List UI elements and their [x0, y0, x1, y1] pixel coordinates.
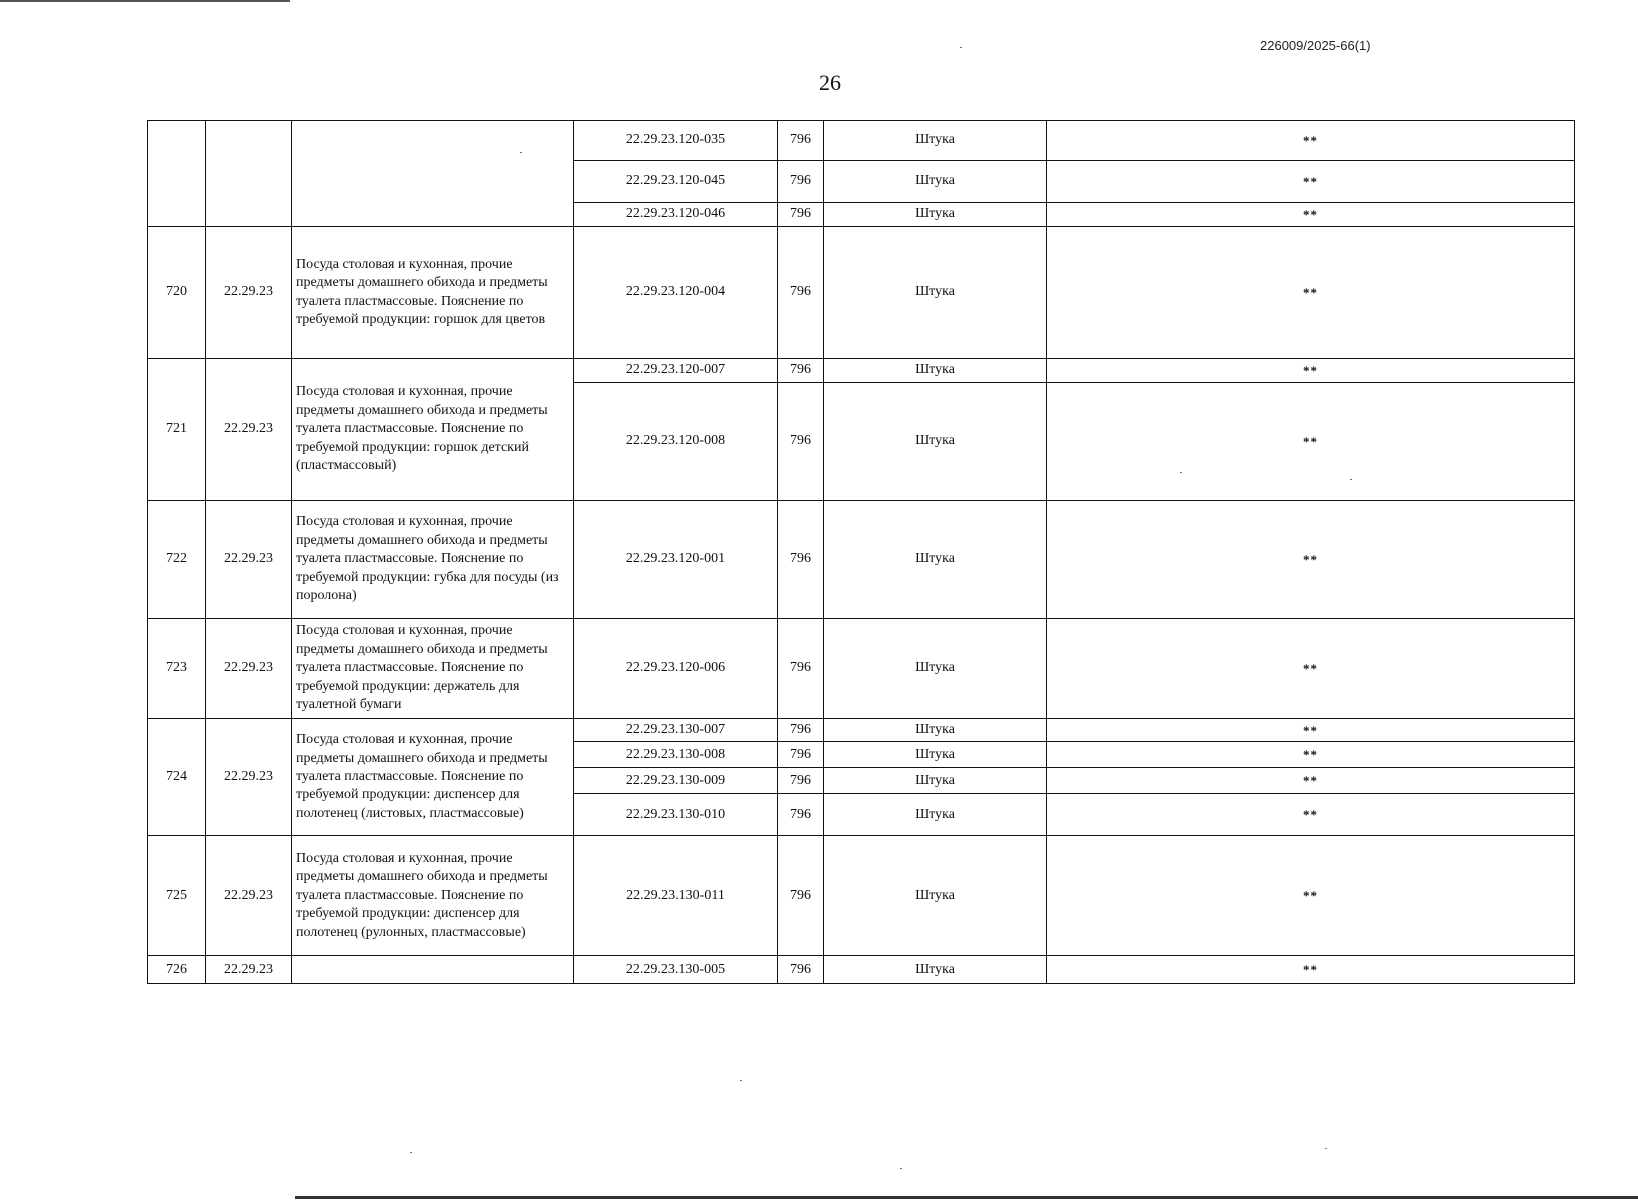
okpd-code: 22.29.23: [206, 501, 292, 619]
requirement-note: **: [1047, 227, 1575, 359]
okei-code: 796: [778, 383, 824, 501]
table-row: [148, 121, 1575, 161]
product-description: Посуда столовая и кухонная, прочие предметы домашнего обихода и предметы туалета пластмассовые. Пояснение по требуемой продукции: губка для посуды (из поролона): [292, 501, 574, 619]
okpd-code: 22.29.23: [206, 227, 292, 359]
ktru-code: 22.29.23.120-008: [574, 383, 778, 501]
unit-name: Штука: [824, 768, 1047, 794]
ktru-code: 22.29.23.120-035: [574, 121, 778, 161]
row-number: 723: [148, 619, 206, 719]
okei-code: 796: [778, 836, 824, 956]
unit-name: Штука: [824, 203, 1047, 227]
scan-speck: [520, 152, 522, 153]
product-description: Посуда столовая и кухонная, прочие предметы домашнего обихода и предметы туалета пластмассовые. Пояснение по требуемой продукции: диспенсер для полотенец (листовых, пластмассовые): [292, 719, 574, 836]
okei-code: 796: [778, 121, 824, 161]
ktru-code: 22.29.23.120-046: [574, 203, 778, 227]
okei-code: 796: [778, 719, 824, 742]
unit-name: Штука: [824, 121, 1047, 161]
requirement-note: **: [1047, 836, 1575, 956]
scan-speck: [1325, 1148, 1327, 1149]
ktru-code: 22.29.23.130-011: [574, 836, 778, 956]
okpd-code: 22.29.23: [206, 836, 292, 956]
okpd-code: 22.29.23: [206, 619, 292, 719]
requirement-note: **: [1047, 383, 1575, 501]
okpd-code: [206, 121, 292, 227]
products-table: [147, 120, 1575, 984]
unit-name: Штука: [824, 161, 1047, 203]
requirement-note: **: [1047, 121, 1575, 161]
okpd-code: 22.29.23: [206, 719, 292, 836]
ktru-code: 22.29.23.130-010: [574, 794, 778, 836]
okei-code: 796: [778, 794, 824, 836]
ktru-code: 22.29.23.130-007: [574, 719, 778, 742]
unit-name: Штука: [824, 719, 1047, 742]
ktru-code: 22.29.23.120-045: [574, 161, 778, 203]
requirement-note: **: [1047, 742, 1575, 768]
row-number: [148, 121, 206, 227]
ktru-code: 22.29.23.120-001: [574, 501, 778, 619]
unit-name: Штука: [824, 742, 1047, 768]
table-row: [148, 359, 1575, 383]
okei-code: 796: [778, 203, 824, 227]
okei-code: 796: [778, 956, 824, 984]
okpd-code: 22.29.23: [206, 956, 292, 984]
unit-name: Штука: [824, 383, 1047, 501]
scan-speck: [740, 1080, 742, 1081]
scan-speck: [960, 47, 962, 48]
table-row: [148, 227, 1575, 359]
product-description: [292, 121, 574, 227]
product-description: Посуда столовая и кухонная, прочие предметы домашнего обихода и предметы туалета пластмассовые. Пояснение по требуемой продукции: диспенсер для полотенец (рулонных, пластмассовые): [292, 836, 574, 956]
product-description: Посуда столовая и кухонная, прочие предметы домашнего обихода и предметы туалета пластмассовые. Пояснение по требуемой продукции: держатель для туалетной бумаги: [292, 619, 574, 719]
unit-name: Штука: [824, 836, 1047, 956]
row-number: 721: [148, 359, 206, 501]
unit-name: Штука: [824, 619, 1047, 719]
requirement-note: **: [1047, 359, 1575, 383]
ktru-code: 22.29.23.120-007: [574, 359, 778, 383]
okpd-code: 22.29.23: [206, 359, 292, 501]
unit-name: Штука: [824, 956, 1047, 984]
product-description: [292, 956, 574, 984]
table-row: [148, 501, 1575, 619]
ktru-code: 22.29.23.120-004: [574, 227, 778, 359]
requirement-note: **: [1047, 719, 1575, 742]
okei-code: 796: [778, 227, 824, 359]
scan-speck: [1350, 479, 1352, 480]
scan-bottom-edge: [295, 1196, 1638, 1199]
ktru-code: 22.29.23.130-005: [574, 956, 778, 984]
scan-speck: [410, 1152, 412, 1153]
requirement-note: **: [1047, 203, 1575, 227]
document-number: 226009/2025-66(1): [1260, 38, 1371, 53]
okei-code: 796: [778, 359, 824, 383]
row-number: 725: [148, 836, 206, 956]
unit-name: Штука: [824, 227, 1047, 359]
table-row: [148, 956, 1575, 984]
requirement-note: **: [1047, 619, 1575, 719]
requirement-note: **: [1047, 161, 1575, 203]
requirement-note: **: [1047, 956, 1575, 984]
row-number: 722: [148, 501, 206, 619]
row-number: 720: [148, 227, 206, 359]
row-number: 724: [148, 719, 206, 836]
unit-name: Штука: [824, 794, 1047, 836]
scan-speck: [1180, 472, 1182, 473]
okei-code: 796: [778, 501, 824, 619]
table-row: [148, 719, 1575, 742]
ktru-code: 22.29.23.120-006: [574, 619, 778, 719]
scan-edge-line: [0, 0, 290, 2]
ktru-code: 22.29.23.130-009: [574, 768, 778, 794]
okei-code: 796: [778, 768, 824, 794]
table-row: [148, 619, 1575, 719]
okei-code: 796: [778, 161, 824, 203]
unit-name: Штука: [824, 359, 1047, 383]
table-row: [148, 836, 1575, 956]
unit-name: Штука: [824, 501, 1047, 619]
requirement-note: **: [1047, 501, 1575, 619]
okei-code: 796: [778, 742, 824, 768]
product-description: Посуда столовая и кухонная, прочие предметы домашнего обихода и предметы туалета пластмассовые. Пояснение по требуемой продукции: горшок для цветов: [292, 227, 574, 359]
scan-speck: [900, 1168, 902, 1169]
ktru-code: 22.29.23.130-008: [574, 742, 778, 768]
okei-code: 796: [778, 619, 824, 719]
requirement-note: **: [1047, 768, 1575, 794]
page-number: 26: [819, 70, 841, 95]
product-description: Посуда столовая и кухонная, прочие предметы домашнего обихода и предметы туалета пластмассовые. Пояснение по требуемой продукции: горшок детский (пластмассовый): [292, 359, 574, 501]
requirement-note: **: [1047, 794, 1575, 836]
row-number: 726: [148, 956, 206, 984]
